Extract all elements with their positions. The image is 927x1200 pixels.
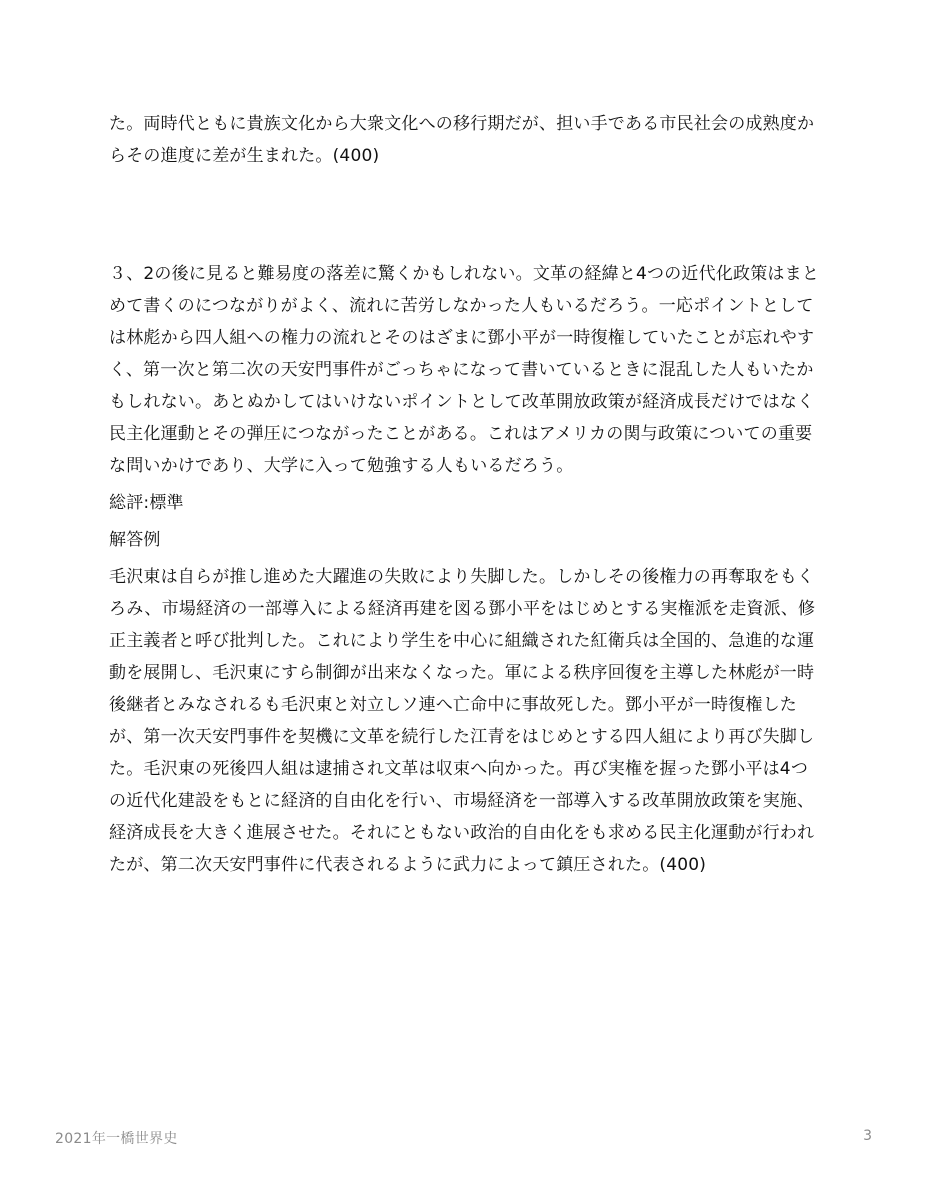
footer-title: 2021年一橋世界史 xyxy=(55,1131,178,1147)
commentary-q3: ３、2の後に見ると難易度の落差に驚くかもしれない。文革の経緯と4つの近代化政策はまとめて書くのにつながりがよく、流れに苦労しなかった人もいるだろう。一応ポイントとしては林彪から四人組への権力の流れとそのはざまに鄧小平が一時復権していたことが忘れやすく、第一次と第二次の天安門事件がごっちゃになって書いているときに混乱した人もいたかもしれない。あとぬかしてはいけないポイントとして改革開放政策が経済成長だけではなく民主化運動とその弾圧につながったことがある。これはアメリカの関与政策についての重要な問いかけであり、大学に入って勉強する人もいるだろう。 xyxy=(109,264,820,476)
answer-paragraph-q2-end: た。両時代ともに貴族文化から大衆文化への移行期だが、担い手である市民社会の成熟度からその進度に差が生まれた。(400) xyxy=(109,114,815,166)
document-body xyxy=(109,108,821,881)
answer-example-label: 解答例 xyxy=(109,530,161,550)
section-spacer xyxy=(109,172,821,258)
page-number: 3 xyxy=(863,1128,872,1144)
answer-example-q3: 毛沢東は自らが推し進めた大躍進の失敗により失脚した。しかしその後権力の再奪取をもくろみ、市場経済の一部導入による経済再建を図る鄧小平をはじめとする実権派を走資派、修正主義者と呼び批判した。これにより学生を中心に組織された紅衛兵は全国的、急進的な運動を展開し、毛沢東にすら制御が出来なくなった。軍による秩序回復を主導した林彪が一時後継者とみなされるも毛沢東と対立しソ連へ亡命中に事故死した。鄧小平が一時復権したが、第一次天安門事件を契機に文革を続行した江青をはじめとする四人組により再び失脚した。毛沢東の死後四人組は逮捕され文革は収束へ向かった。再び実権を握った鄧小平は4つの近代化建設をもとに経済的自由化を行い、市場経済を一部導入する改革開放政策を実施、経済成長を大きく進展させた。それにともない政治的自由化をも求める民主化運動が行われたが、第二次天安門事件に代表されるように武力によって鎮圧された。(400) xyxy=(109,567,816,875)
overall-rating: 総評:標準 xyxy=(109,493,184,513)
